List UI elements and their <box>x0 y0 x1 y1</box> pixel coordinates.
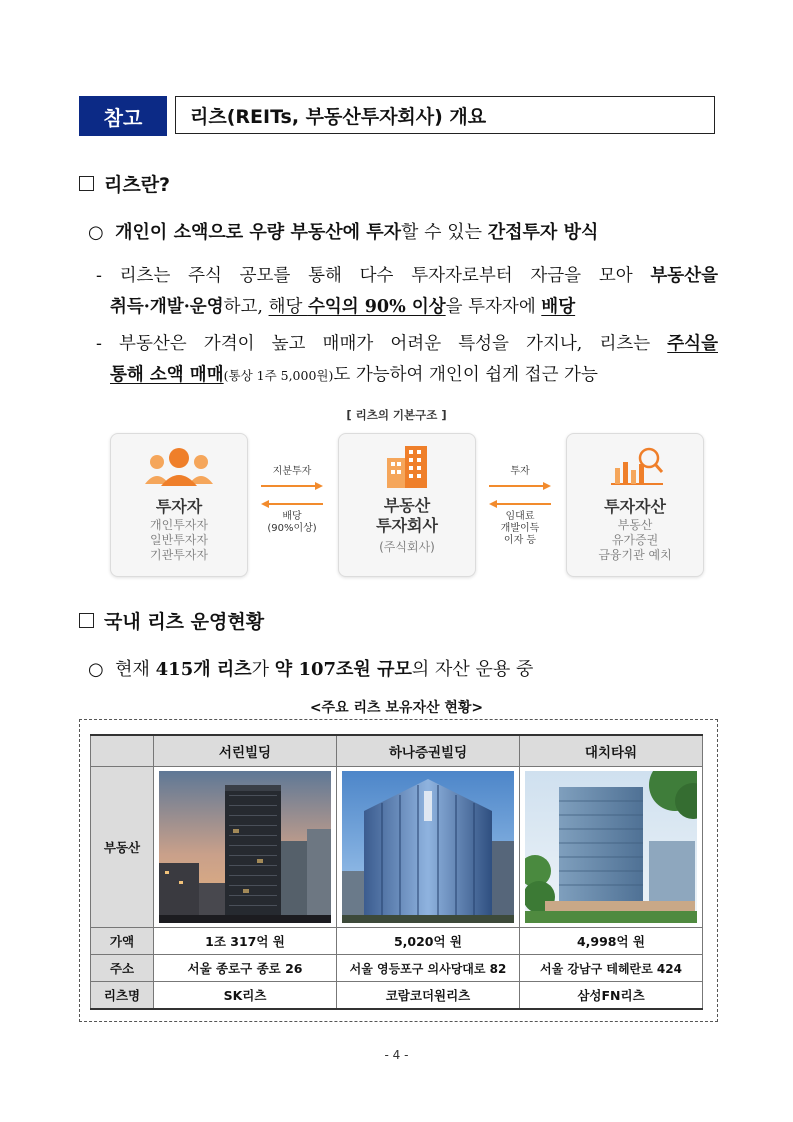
reference-tag: 참고 <box>79 96 167 136</box>
table-caption: <주요 리츠 보유자산 현황> <box>309 700 484 716</box>
photo-cell-2 <box>337 767 520 928</box>
dash1-underlined <box>269 297 446 317</box>
dash2-text: 부동산은 가격이 높고 매매가 어려운 특성을 가지나, 리츠는 <box>119 334 668 354</box>
building-photo-daechi <box>525 771 697 923</box>
assets-sub-2: 유가증권 <box>611 533 659 547</box>
dash1-text-4: 을 투자자에 <box>445 297 542 317</box>
assets-card <box>566 433 704 577</box>
photo-cell-1 <box>154 767 337 928</box>
section2-heading-text: 국내 리츠 운영현황 <box>104 611 265 633</box>
circle-bullet-icon: ○ <box>88 222 116 243</box>
arrow2-bottom-label-1: 임대료 <box>505 511 535 522</box>
table-row <box>91 928 703 955</box>
building-icon <box>383 444 431 488</box>
dash-item-2-line2 <box>96 361 718 386</box>
reit-cell-1: SK리츠 <box>154 982 337 1010</box>
arrow2-bottom-label-3: 이자 등 <box>503 535 537 546</box>
status-text-1: 현재 <box>115 659 156 680</box>
assets-sub-3: 금융기관 예치 <box>598 548 672 562</box>
arrow1-bottom-label-2: (90%이상) <box>267 523 317 534</box>
dash1-bold-3: 수익의 90% 이상 <box>307 297 446 317</box>
investor-sub-1: 개인투자자 <box>150 518 208 532</box>
table-row <box>91 767 703 928</box>
people-icon <box>141 446 217 486</box>
bullet-definition <box>88 218 718 244</box>
investor-sub-2: 일반투자자 <box>150 533 208 547</box>
bullet-bold-3: 간접투자 방식 <box>487 222 599 243</box>
row-label-price: 가액 <box>91 928 154 955</box>
row-label-address: 주소 <box>91 955 154 982</box>
dash-item-2 <box>96 330 718 386</box>
status-text-3: 의 자산 운용 중 <box>411 659 534 680</box>
dash1-text-2: 하고, <box>223 297 269 317</box>
section-heading-status <box>79 607 264 634</box>
assets-sub-1: 부동산 <box>617 518 653 532</box>
company-title-1: 부동산 <box>383 496 431 515</box>
price-cell-3: 4,998억 원 <box>520 928 703 955</box>
diagram-title: [ 리츠의 기본구조 ] <box>346 408 447 422</box>
arrow-group-2 <box>485 466 555 547</box>
dash1-text: 리츠는 주식 공모를 통해 다수 투자자로부터 자금을 모아 <box>119 266 651 286</box>
address-cell-3: 서울 강남구 테헤란로 424 <box>520 955 703 982</box>
company-sub: (주식회사) <box>379 540 435 554</box>
dash1-bold-2: 취득·개발·운영 <box>110 297 224 317</box>
address-cell-2: 서울 영등포구 의사당대로 82 <box>337 955 520 982</box>
table-row <box>91 955 703 982</box>
company-title-2: 투자회사 <box>376 516 438 535</box>
page-title: 리츠(REITs, 부동산투자회사) 개요 <box>175 96 715 134</box>
investor-title: 투자자 <box>155 497 203 516</box>
dash1-text-3: 해당 <box>268 297 308 317</box>
row-label-reit: 리츠명 <box>91 982 154 1010</box>
investor-sub-3: 기관투자자 <box>150 548 208 562</box>
arrow-left-icon <box>485 499 555 509</box>
arrow-group-1 <box>257 466 327 535</box>
dash2-bold-2: 통해 소액 매매 <box>110 365 224 385</box>
status-bold-2: 약 107조원 규모 <box>274 659 412 680</box>
status-text-2: 가 <box>251 659 275 680</box>
price-cell-1: 1조 317억 원 <box>154 928 337 955</box>
reit-assets-table <box>90 734 703 1010</box>
assets-title: 투자자산 <box>604 497 666 516</box>
checkbox-square-icon <box>79 176 94 191</box>
page-number: - 4 - <box>384 1048 409 1062</box>
section-heading-reits <box>79 170 170 197</box>
column-header-1: 서린빌딩 <box>154 735 337 767</box>
checkbox-square-icon <box>79 613 94 628</box>
dash1-bold-4: 배당 <box>541 297 576 317</box>
asset-chart-icon <box>607 444 667 488</box>
circle-bullet-icon: ○ <box>88 659 116 680</box>
column-header-3: 대치타워 <box>520 735 703 767</box>
arrow1-top-label: 지분투자 <box>272 466 312 477</box>
table-row <box>91 982 703 1010</box>
company-card <box>338 433 476 577</box>
dash-item-1-line2 <box>96 293 718 318</box>
section-heading-text: 리츠란? <box>104 174 171 196</box>
dash-item-2-line1: - 부동산은 가격이 높고 매매가 어려운 특성을 가지나, 리츠는 주식을 <box>96 334 718 354</box>
bullet-bold-1: 개인이 소액으로 우량 부동산에 투자 <box>115 222 402 243</box>
dash2-small: (통상 1주 5,000원) <box>223 368 334 383</box>
bullet-text-2: 할 수 있는 <box>401 222 488 243</box>
arrow1-bottom-label-1: 배당 <box>282 511 302 522</box>
dash1-bold: 부동산을 <box>650 266 718 286</box>
dash2-bold: 주식을 <box>667 334 718 354</box>
dash-item-1-line1: - 리츠는 주식 공모를 통해 다수 투자자로부터 자금을 모아 부동산을 <box>96 266 718 286</box>
reit-cell-3: 삼성FN리츠 <box>520 982 703 1010</box>
dash2-text-3: 도 가능하여 개인이 쉽게 접근 가능 <box>333 365 598 385</box>
reit-cell-2: 코람코더원리츠 <box>337 982 520 1010</box>
arrow-right-icon <box>257 481 327 491</box>
bullet-status <box>88 655 533 681</box>
building-photo-seorin <box>159 771 331 923</box>
row-label-property: 부동산 <box>91 767 154 928</box>
arrow-right-icon <box>485 481 555 491</box>
arrow2-top-label: 투자 <box>510 466 530 477</box>
building-photo-hana <box>342 771 514 923</box>
address-cell-1: 서울 종로구 종로 26 <box>154 955 337 982</box>
investor-card <box>110 433 248 577</box>
column-header-2: 하나증권빌딩 <box>337 735 520 767</box>
dash-item-1 <box>96 262 718 318</box>
arrow2-bottom-label-2: 개발이득 <box>500 523 540 534</box>
price-cell-2: 5,020억 원 <box>337 928 520 955</box>
table-header-row <box>91 735 703 767</box>
photo-cell-3 <box>520 767 703 928</box>
table-corner-cell <box>91 735 154 767</box>
arrow-left-icon <box>257 499 327 509</box>
status-bold-1: 415개 리츠 <box>155 659 252 680</box>
